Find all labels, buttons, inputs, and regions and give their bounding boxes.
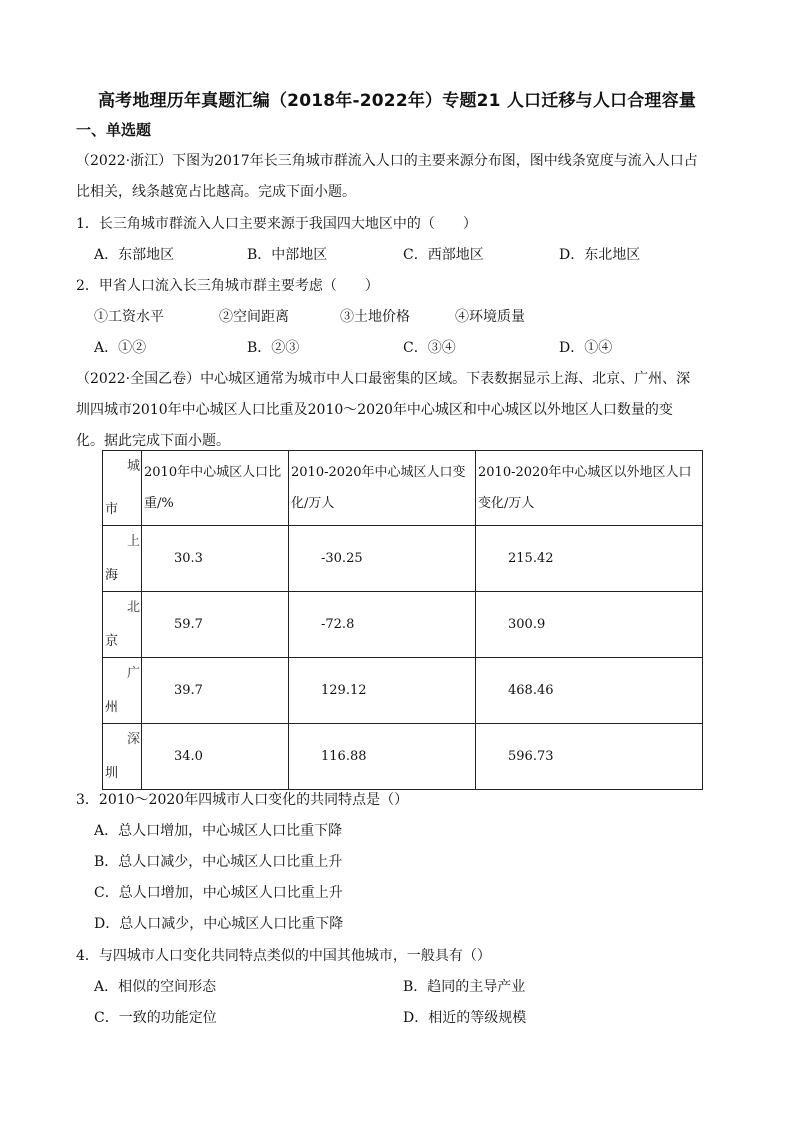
question-4-option-c: C．一致的功能定位: [94, 1010, 217, 1026]
header-city-cell: [103, 451, 142, 526]
city-name-bottom: 州: [105, 700, 119, 715]
value-cell: 215.42: [476, 526, 703, 592]
population-table: [102, 450, 703, 790]
header-col-2: [289, 451, 476, 526]
city-name-bottom: 海: [105, 568, 119, 583]
city-name-bottom: 京: [105, 634, 119, 649]
header-col-3: [476, 451, 703, 526]
question-1-option-b: B．中部地区: [247, 247, 328, 263]
question-2-option-c: C．③④: [403, 340, 456, 356]
question-3-option-b: B．总人口减少，中心城区人口比重上升: [94, 854, 343, 870]
city-cell: [103, 658, 142, 724]
question-2-stem: 2．甲省人口流入长三角城市群主要考虑（ ）: [76, 278, 379, 294]
value-cell: 59.7: [142, 592, 289, 658]
city-name-bottom: 圳: [105, 766, 119, 781]
header-col-1: [142, 451, 289, 526]
value-cell: 116.88: [289, 724, 476, 790]
table-row: [103, 592, 703, 658]
page-title: 高考地理历年真题汇编（2018年-2022年）专题21 人口迁移与人口合理容量: [97, 91, 697, 111]
table-header-row: [103, 451, 703, 526]
header-city-top: 城: [126, 459, 140, 474]
city-name-top: 广: [126, 666, 140, 681]
table-row: [103, 526, 703, 592]
question-2-option-a: A．①②: [94, 340, 147, 356]
question-3-option-a: A．总人口增加，中心城区人口比重下降: [94, 823, 343, 839]
city-name-top: 北: [126, 600, 140, 615]
question-3-option-c: C．总人口增加，中心城区人口比重上升: [94, 885, 343, 901]
value-cell: 39.7: [142, 658, 289, 724]
section-heading: 一、单选题: [76, 121, 152, 139]
question-4-option-b: B．趋同的主导产业: [403, 979, 526, 995]
intro-2-line-3: 化。据此完成下面小题。: [76, 433, 230, 449]
city-cell: [103, 592, 142, 658]
question-1-stem: 1．长三角城市群流入人口主要来源于我国四大地区中的（ ）: [76, 216, 477, 232]
city-cell: [103, 724, 142, 790]
question-2-factor-2: ②空间距离: [219, 309, 289, 325]
city-name-top: 上: [126, 534, 140, 549]
question-3-stem: 3．2010～2020年四城市人口变化的共同特点是（）: [76, 792, 409, 808]
question-2-factor-4: ④环境质量: [455, 309, 525, 325]
header-col-1-text: 2010年中心城区人口比重/%: [144, 465, 282, 511]
header-city-bottom: 市: [105, 502, 119, 517]
intro-2-line-2: 圳四城市2010年中心城区人口比重及2010～2020年中心城区和中心城区以外地区人口数量的变: [76, 402, 673, 418]
intro-1-line-2: 比相关，线条越宽占比越高。完成下面小题。: [76, 184, 356, 200]
value-cell: -72.8: [289, 592, 476, 658]
question-1-option-d: D．东北地区: [559, 247, 641, 263]
value-cell: 596.73: [476, 724, 703, 790]
city-cell: [103, 526, 142, 592]
value-cell: 30.3: [142, 526, 289, 592]
question-4-stem: 4．与四城市人口变化共同特点类似的中国其他城市，一般具有（）: [76, 948, 491, 964]
value-cell: 300.9: [476, 592, 703, 658]
city-name-top: 深: [126, 732, 140, 747]
table-row: [103, 724, 703, 790]
header-col-3-text: 2010-2020年中心城区以外地区人口变化/万人: [478, 465, 692, 511]
intro-1-line-1: （2022·浙江）下图为2017年长三角城市群流入人口的主要来源分布图，图中线条宽度与流入人口占: [76, 153, 698, 169]
question-2-option-d: D．①④: [559, 340, 613, 356]
value-cell: 34.0: [142, 724, 289, 790]
table-row: [103, 658, 703, 724]
question-1-option-c: C．西部地区: [403, 247, 484, 263]
value-cell: 468.46: [476, 658, 703, 724]
question-2-factor-3: ③土地价格: [340, 309, 410, 325]
value-cell: 129.12: [289, 658, 476, 724]
question-4-option-d: D．相近的等级规模: [403, 1010, 527, 1026]
question-2-factor-1: ①工资水平: [94, 309, 164, 325]
header-col-2-text: 2010-2020年中心城区人口变化/万人: [291, 465, 466, 511]
question-2-option-b: B．②③: [247, 340, 300, 356]
value-cell: -30.25: [289, 526, 476, 592]
intro-2-line-1: （2022·全国乙卷）中心城区通常为城市中人口最密集的区域。下表数据显示上海、北京、广州、深: [76, 371, 691, 387]
question-4-option-a: A．相似的空间形态: [94, 979, 217, 995]
question-3-option-d: D．总人口减少，中心城区人口比重下降: [94, 916, 344, 932]
question-1-option-a: A．东部地区: [94, 247, 175, 263]
